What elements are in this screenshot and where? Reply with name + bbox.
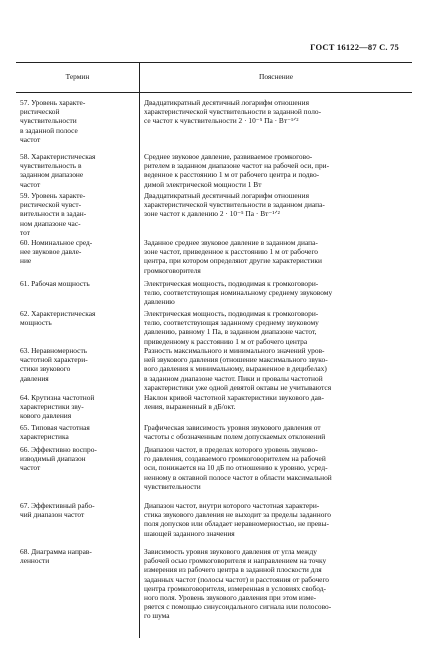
term-cell: 62. Характеристическая мощность xyxy=(20,309,96,328)
term-cell: 65. Типовая частотная характеристика xyxy=(20,423,90,442)
table-top-rule xyxy=(16,62,412,63)
explanation-cell: Среднее звуковое давление, развиваемое громкогово- рителем в заданном диапазоне частот на рабочей оси, при- веденное к расстоянию 1 м от рабочего центра и подво- димой электрической мощности 1 Вт xyxy=(144,152,330,189)
term-cell: 68. Диаграмма направ- ленности xyxy=(20,547,92,566)
term-cell: 61. Рабочая мощность xyxy=(20,279,90,288)
explanation-cell: Двадцатикратный десятичный логарифм отношения характеристической чувствительности в заданном диапа- зоне частот к давлению 2 · 10⁻⁵ Па · Вт⁻¹ᐟ² xyxy=(144,191,325,219)
table-column-divider xyxy=(139,62,140,638)
page-header: ГОСТ 16122—87 С. 75 xyxy=(310,42,399,52)
explanation-cell: Зависимость уровня звукового давления от угла между рабочей осью громкоговорителя и направлением на точку измерения из рабочего центра в заданной плоскости для заданных частот (полосы частот) и расстояния от рабочего центра громкоговорителя, измеренная в условиях свобод- ного поля. Уровень звукового давления при этом изме- ряется с помощью синусоидального сигнала или полосово- го шума xyxy=(144,547,332,621)
term-cell: 57. Уровень характе- ристической чувствительности в заданной полосе частот xyxy=(20,98,86,144)
term-cell: 67. Эффективный рабо- чий диапазон частот xyxy=(20,501,95,520)
explanation-cell: Графическая зависимость уровня звукового давления от частоты с обозначенным полем допускаемых отклонений xyxy=(144,423,326,442)
explanation-cell: Диапазон частот, внутри которого частотная характери- стика звукового давления не выходит за пределы заданного поля допусков или обладает неравномерностью, не превы- шающей заданного значения xyxy=(144,501,331,538)
term-cell: 63. Неравномерность частотной характери- стики звукового давления xyxy=(20,346,88,383)
table-header-rule xyxy=(16,92,412,93)
term-cell: 58. Характеристическая чувствительность в заданном диапазоне частот xyxy=(20,152,96,189)
term-cell: 64. Крутизна частотной характеристики зву- кового давления xyxy=(20,393,95,421)
explanation-cell: Электрическая мощность, подводимая к громкоговори- телю, соответствующая номинальному среднему звуковому давлению xyxy=(144,279,333,307)
column-header-explanation: Пояснение xyxy=(259,72,293,81)
column-header-term: Термин xyxy=(65,72,90,81)
explanation-cell: Электрическая мощность, подводимая к громкоговори- телю, соответствующая заданному среднему звуковому давлению, равному 1 Па, в заданном диапазоне частот, приведенному к расстоянию 1 м от рабочего центра xyxy=(144,309,319,346)
explanation-cell: Заданное среднее звуковое давление в заданном диапа- зоне частот, приведенное к расстоянию 1 м от рабочего центра, при котором определяют другие характеристики громкоговорителя xyxy=(144,238,322,275)
explanation-cell: Разность максимального и минимального значений уров- ней звукового давления (отношение максимального звуко- вого давления к минимальному, выраженное в децибелах) в заданном диапазоне частот. Пики и провалы частотной характеристики уже одной девятой октавы не учитываются xyxy=(144,346,332,392)
term-cell: 66. Эффективно воспро- изводимый диапазон частот xyxy=(20,445,97,473)
explanation-cell: Двадцатикратный десятичный логарифм отношения характеристической чувствительности в заданной поло- се частот к чувствительности 2 · 10⁻⁵ Па · Вт⁻¹ᐟ² xyxy=(144,98,322,126)
term-cell: 59. Уровень характе- ристической чувст- вительности в задан- ном диапазоне час- тот xyxy=(20,191,87,237)
explanation-cell: Наклон кривой частотной характеристики звукового дав- ления, выраженный в дБ/окт. xyxy=(144,393,324,412)
explanation-cell: Диапазон частот, в пределах которого уровень звуково- го давления, создаваемого громкоговорителем на рабочей оси, понижается на 10 дБ по отношению к уровню, усред- ненному в октавной полосе частот в области максимальной чувствительности xyxy=(144,445,332,491)
term-cell: 60. Номинальное сред- нее звуковое давле- ние xyxy=(20,238,93,266)
